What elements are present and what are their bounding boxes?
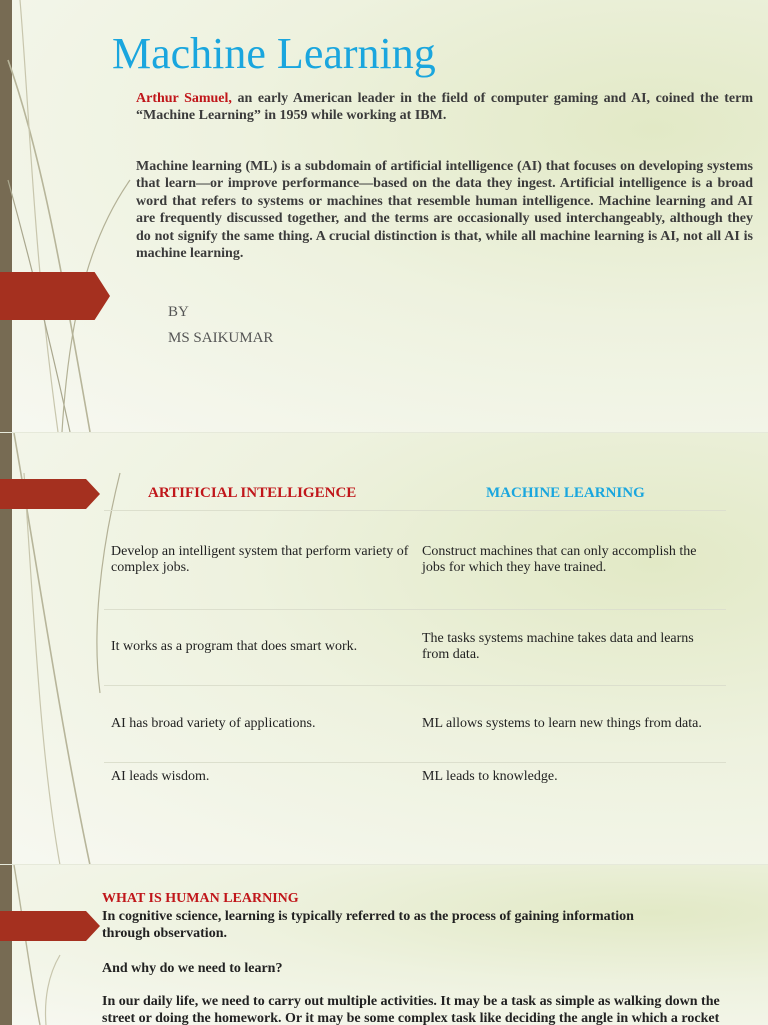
page-title: Machine Learning — [112, 29, 436, 78]
slide-sidebar-bar — [0, 0, 12, 432]
ai-cell: AI has broad variety of applications. — [111, 716, 316, 731]
intro-name: Arthur Samuel, — [136, 91, 232, 106]
slide-ai-vs-ml-table — [0, 432, 768, 865]
slide-marker-tab — [0, 479, 100, 509]
section-heading: WHAT IS HUMAN LEARNING — [102, 891, 299, 906]
column-header-ml: MACHINE LEARNING — [486, 485, 645, 501]
column-header-ai: ARTIFICIAL INTELLIGENCE — [148, 485, 357, 501]
ai-cell: Develop an intelligent system that perform variety of complex jobs. — [111, 544, 409, 575]
ml-cell: ML leads to knowledge. — [422, 769, 558, 784]
table-divider — [104, 762, 726, 763]
paragraph-daily-life: In our daily life, we need to carry out multiple activities. It may be a task as simple as walking down the street or doing the homework. Or it may be some complex task like deciding the angle in which a rocket — [102, 994, 720, 1025]
definition-paragraph: Machine learning (ML) is a subdomain of artificial intelligence (AI) that focuses on developing systems that learn—or improve performance—based on the data they ingest. Artificial intelligence is a broad word that refers to systems or machines that resemble human intelligence. Machine learning and AI are frequently discussed together, and the terms are occasionally used interchangeably, although they do not signify the same thing. A crucial distinction is that, while all machine learning is AI, not all AI is machine learning. — [136, 159, 753, 262]
paragraph-why-learn: And why do we need to learn? — [102, 961, 283, 976]
ml-cell: Construct machines that can only accomplish the jobs for which they have trained. — [422, 544, 697, 575]
ai-cell: It works as a program that does smart work. — [111, 639, 358, 654]
by-label: BY — [168, 304, 189, 320]
ml-cell: ML allows systems to learn new things from data. — [422, 716, 702, 731]
author-name: MS SAIKUMAR — [168, 330, 274, 346]
ml-cell: The tasks systems machine takes data and learns from data. — [422, 631, 694, 662]
intro-text: an early American leader in the field of computer gaming and AI, coined the term “Machine Learning” in 1959 while working at IBM. — [136, 91, 753, 124]
slide-machine-learning-intro — [0, 0, 768, 432]
paragraph-learning-definition: In cognitive science, learning is typically referred to as the process of gaining information through observation. — [102, 909, 634, 941]
table-divider — [104, 510, 726, 511]
slide-sidebar-bar — [0, 865, 12, 1025]
table-divider — [104, 609, 726, 610]
ai-cell: AI leads wisdom. — [111, 769, 210, 784]
intro-paragraph — [136, 90, 753, 125]
slide-marker-tab — [0, 272, 110, 320]
table-divider — [104, 685, 726, 686]
slide-marker-tab — [0, 911, 100, 941]
slide-human-learning — [0, 864, 768, 1025]
